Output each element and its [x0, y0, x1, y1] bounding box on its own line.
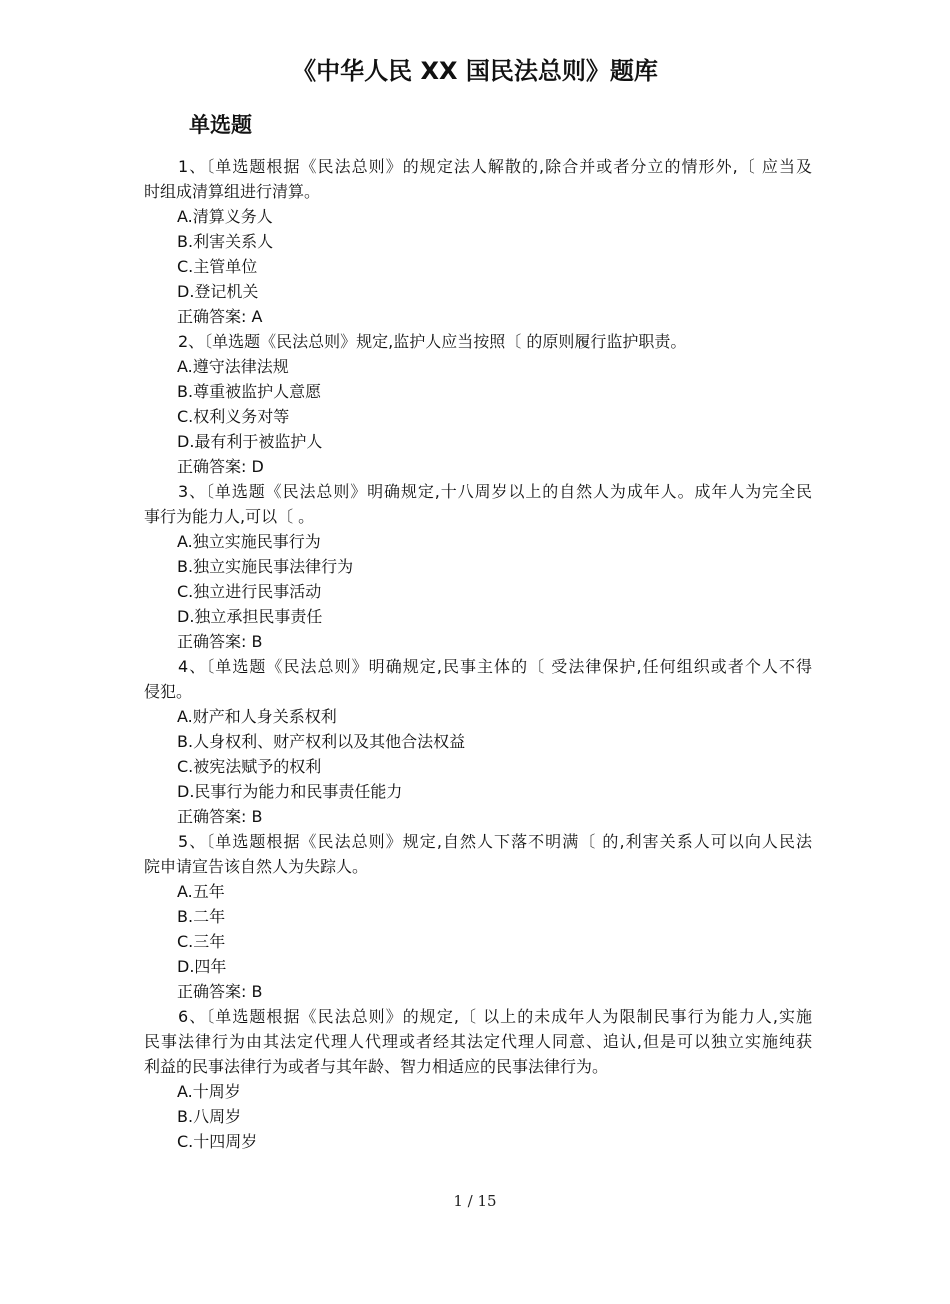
answer-option: C.主管单位: [177, 257, 258, 276]
answer-option: C.三年: [177, 932, 226, 951]
answer-option: A.清算义务人: [177, 207, 273, 226]
answer-option: B.利害关系人: [177, 232, 274, 251]
correct-answer: 正确答案: A: [177, 307, 263, 326]
answer-option: D.独立承担民事责任: [177, 607, 323, 626]
question-item: [144, 1004, 812, 1154]
answer-option: A.财产和人身关系权利: [177, 707, 337, 726]
answer-option: B.八周岁: [177, 1107, 242, 1126]
correct-answer: 正确答案: D: [177, 457, 264, 476]
correct-answer: 正确答案: B: [177, 807, 263, 826]
question-stem-line: 时组成清算组进行清算。: [144, 182, 321, 201]
answer-option: D.登记机关: [177, 282, 259, 301]
question-item: [144, 479, 812, 654]
question-stem-line: 3、〔单选题《民法总则》明确规定,十八周岁以上的自然人为成年人。成年人为完全民: [178, 482, 812, 501]
question-stem-line: 6、〔单选题根据《民法总则》的规定,〔 以上的未成年人为限制民事行为能力人,实施: [178, 1007, 812, 1026]
question-item: [144, 154, 812, 329]
answer-option: B.二年: [177, 907, 226, 926]
section-heading: 单选题: [189, 113, 252, 137]
question-item: [144, 654, 812, 829]
question-stem-line: 1、〔单选题根据《民法总则》的规定法人解散的,除合并或者分立的情形外,〔 应当及: [178, 157, 812, 176]
answer-option: C.被宪法赋予的权利: [177, 757, 322, 776]
document-title: 《中华人民 XX 国民法总则》题库: [292, 57, 658, 85]
question-stem-line: 院申请宣告该自然人为失踪人。: [144, 857, 369, 876]
question-stem-line: 5、〔单选题根据《民法总则》规定,自然人下落不明满〔 的,利害关系人可以向人民法: [178, 832, 812, 851]
correct-answer: 正确答案: B: [177, 632, 263, 651]
answer-option: A.五年: [177, 882, 225, 901]
page-number: 1 / 15: [453, 1192, 497, 1210]
answer-option: C.独立进行民事活动: [177, 582, 322, 601]
question-item: [144, 829, 812, 1004]
question-stem-line: 侵犯。: [144, 682, 193, 701]
answer-option: D.民事行为能力和民事责任能力: [177, 782, 403, 801]
question-stem-line: 2、〔单选题《民法总则》规定,监护人应当按照〔 的原则履行监护职责。: [178, 332, 687, 351]
question-stem-line: 4、〔单选题《民法总则》明确规定,民事主体的〔 受法律保护,任何组织或者个人不得: [178, 657, 812, 676]
question-stem-line: 民事法律行为由其法定代理人代理或者经其法定代理人同意、追认,但是可以独立实施纯获: [144, 1032, 812, 1051]
answer-option: D.最有利于被监护人: [177, 432, 323, 451]
question-list: [144, 154, 812, 1154]
answer-option: B.尊重被监护人意愿: [177, 382, 322, 401]
answer-option: C.权利义务对等: [177, 407, 290, 426]
answer-option: A.十周岁: [177, 1082, 241, 1101]
correct-answer: 正确答案: B: [177, 982, 263, 1001]
question-stem-line: 利益的民事法律行为或者与其年龄、智力相适应的民事法律行为。: [144, 1057, 609, 1076]
answer-option: C.十四周岁: [177, 1132, 258, 1151]
answer-option: B.人身权利、财产权利以及其他合法权益: [177, 732, 466, 751]
answer-option: D.四年: [177, 957, 227, 976]
answer-option: A.独立实施民事行为: [177, 532, 321, 551]
question-stem-line: 事行为能力人,可以〔 。: [144, 507, 315, 526]
question-item: [144, 329, 812, 479]
answer-option: A.遵守法律法规: [177, 357, 289, 376]
answer-option: B.独立实施民事法律行为: [177, 557, 354, 576]
